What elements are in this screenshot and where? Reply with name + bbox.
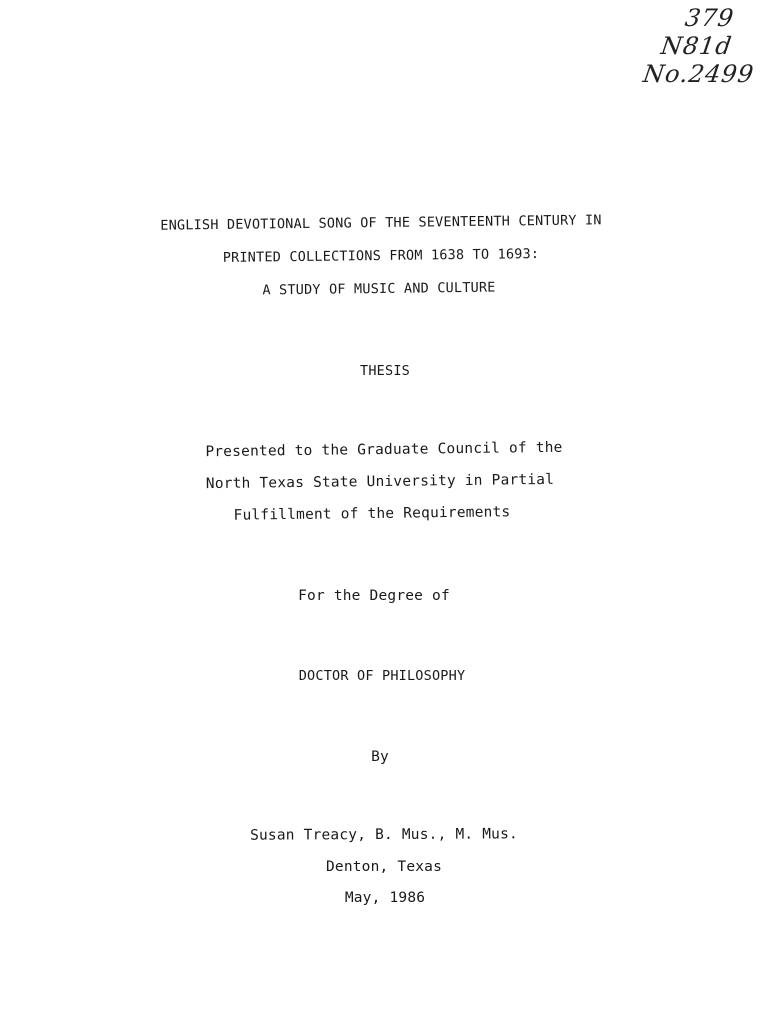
call-number-line-1: 379 [683, 4, 736, 32]
title-line-1: ENGLISH DEVOTIONAL SONG OF THE SEVENTEENTH CENTURY IN [160, 212, 602, 234]
call-number-line-3: No.2499 [641, 60, 756, 88]
author-name: Susan Treacy, B. Mus., M. Mus. [250, 826, 518, 844]
title-line-3: A STUDY OF MUSIC AND CULTURE [262, 279, 496, 299]
presentation-line-1: Presented to the Graduate Council of the [205, 439, 563, 461]
place: Denton, Texas [325, 859, 443, 875]
title-line-2: PRINTED COLLECTIONS FROM 1638 TO 1693: [222, 246, 540, 266]
handwritten-call-number [624, 4, 754, 88]
call-number-line-2: N81d [659, 32, 734, 60]
degree-intro: For the Degree of [298, 588, 450, 604]
degree-name: DOCTOR OF PHILOSOPHY [298, 668, 466, 684]
document-type: THESIS [360, 363, 410, 379]
date: May, 1986 [344, 890, 426, 906]
presentation-line-3: Fulfillment of the Requirements [233, 504, 511, 524]
byline-by: By [371, 749, 389, 765]
presentation-line-2: North Texas State University in Partial [205, 471, 555, 493]
